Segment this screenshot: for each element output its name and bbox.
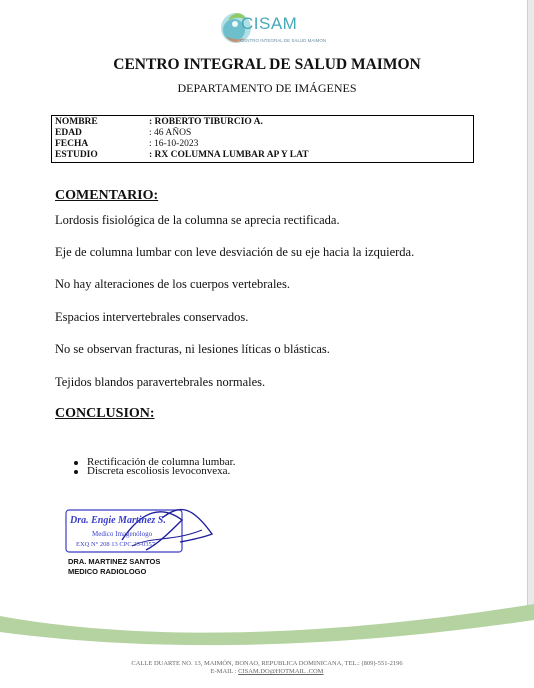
conclusion-item: Discreta escoliosis levoconvexa. — [87, 465, 231, 477]
footer-email-label: E-MAIL : — [210, 668, 237, 675]
info-label: EDAD — [55, 128, 82, 138]
document-title: CENTRO INTEGRAL DE SALUD MAIMON — [113, 56, 421, 73]
comment-line: Eje de columna lumbar con leve desviación de su eje hacia la izquierda. — [55, 245, 415, 259]
stamp-border-icon — [62, 500, 218, 558]
comment-line: Tejidos blandos paravertebrales normales. — [55, 375, 266, 389]
info-value: : 46 AÑOS — [149, 128, 192, 138]
info-value: : RX COLUMNA LUMBAR AP Y LAT — [149, 150, 309, 160]
comment-line: No hay alteraciones de los cuerpos vertebrales. — [55, 277, 290, 291]
info-row-fecha — [55, 139, 470, 150]
footer-email-line — [0, 668, 534, 675]
comment-line: No se observan fracturas, ni lesiones líticas o blásticas. — [55, 342, 330, 356]
bullet-icon — [74, 470, 78, 474]
comment-heading: COMENTARIO: — [55, 188, 159, 203]
info-value: : ROBERTO TIBURCIO A. — [149, 117, 263, 127]
doctor-signature-block — [68, 557, 160, 577]
info-label: NOMBRE — [55, 117, 98, 127]
info-label: ESTUDIO — [55, 150, 98, 160]
signature-stamp — [62, 500, 218, 558]
list-item — [74, 467, 235, 476]
info-row-estudio — [55, 150, 470, 161]
info-label: FECHA — [55, 139, 89, 149]
comment-line: Espacios intervertebrales conservados. — [55, 310, 249, 324]
conclusion-item: Rectificación de columna lumbar. — [87, 456, 236, 468]
info-row-edad — [55, 128, 470, 139]
conclusion-list — [74, 458, 235, 476]
comment-line: Lordosis fisiológica de la columna se aprecia rectificada. — [55, 213, 340, 227]
doctor-title: MEDICO RADIOLOGO — [68, 567, 147, 576]
conclusion-heading: CONCLUSION: — [55, 406, 155, 421]
patient-info-box — [51, 115, 474, 163]
footer-address: CALLE DUARTE NO. 13, MAIMÓN, BONAO, REPUBLICA DOMINICANA, TEL.: (809)-551-2196 — [131, 660, 403, 667]
logo-subtitle: CENTRO INTEGRAL DE SALUD MAIMON — [240, 38, 327, 43]
logo-name: CISAM — [241, 14, 298, 33]
page-edge — [527, 0, 534, 688]
doctor-name: DRA. MARTINEZ SANTOS — [68, 557, 161, 566]
department-title: DEPARTAMENTO DE IMÁGENES — [177, 81, 357, 95]
bullet-icon — [74, 461, 78, 465]
stamp-name: Dra. Engie Martinez S. — [70, 515, 166, 526]
stamp-exq: EXQ N° 208 13 CPC 25-0357 — [76, 541, 155, 548]
info-row-nombre — [55, 117, 470, 128]
footer-email-link[interactable]: CISAM.DO@HOTMAIL .COM — [238, 668, 324, 675]
info-value: : 16-10-2023 — [149, 139, 199, 149]
stamp-role: Medico Imagenólogo — [92, 530, 153, 538]
